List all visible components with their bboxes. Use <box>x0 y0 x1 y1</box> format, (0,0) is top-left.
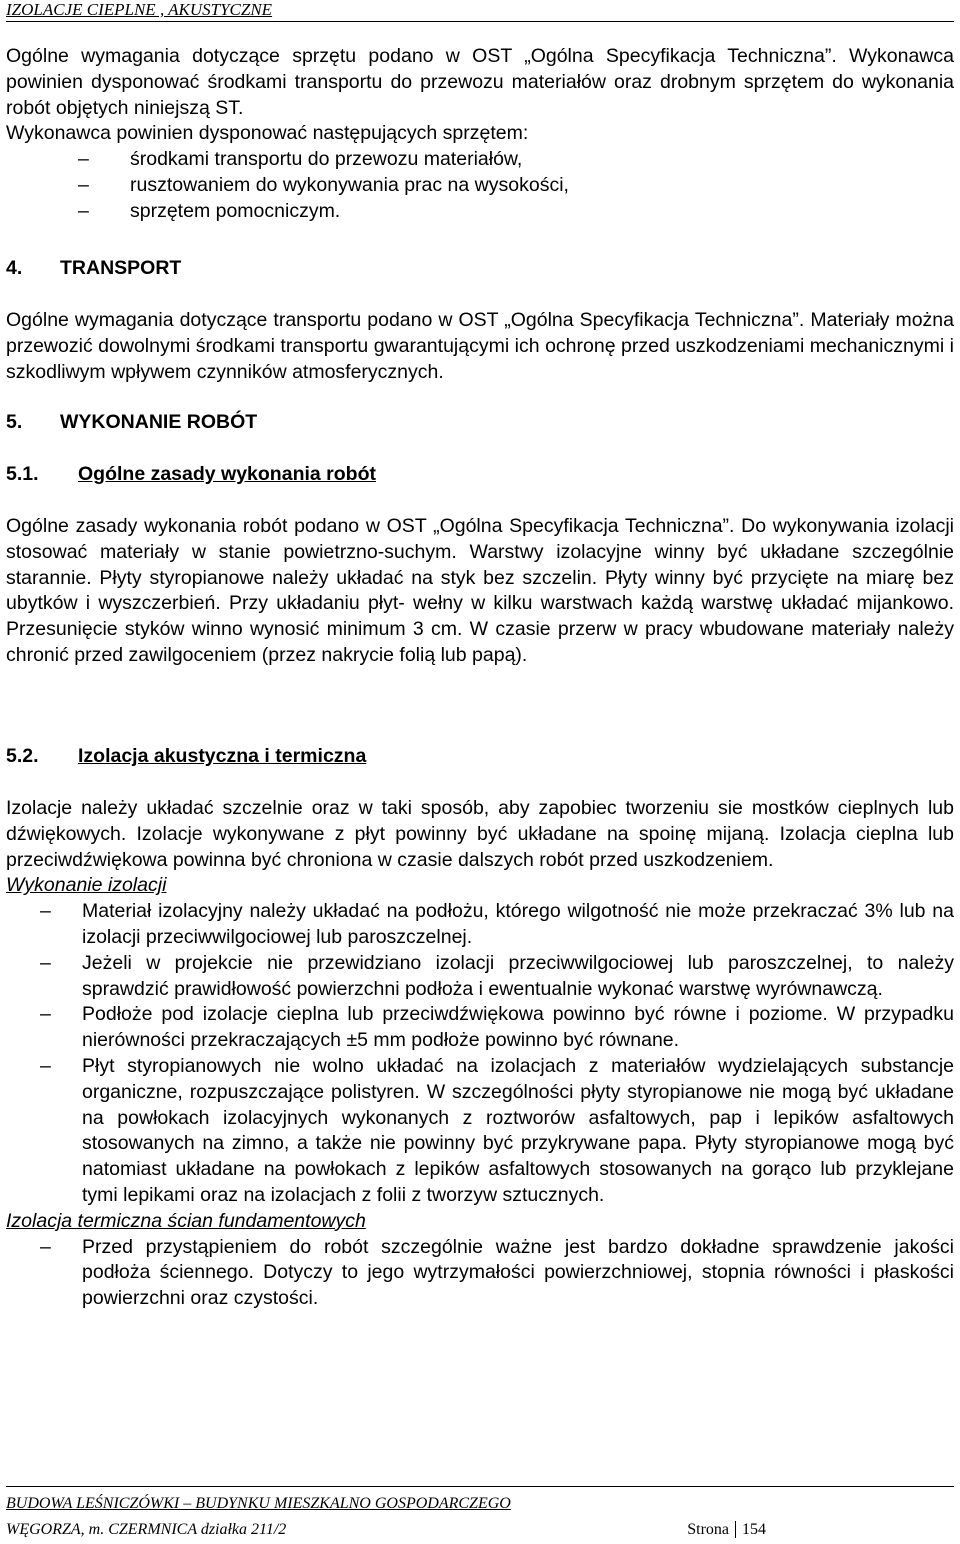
izolacja-paragraph: Izolacje należy układać szczelnie oraz w taki sposób, aby zapobiec tworzeniu sie mostków cieplnych lub dźwiękowych. Izolacje wykonywane z płyt powinny być układane na spoinę mijaną. Izolacja cieplna lub przeciwdźwiękowa powinna być chroniona w czasie dalszych robót przed uszkodzeniem. <box>6 797 954 871</box>
page-number: 154 <box>742 1521 766 1538</box>
wykonanie-list-item: – Podłoże pod izolacje cieplna lub przeciwdźwiękowa powinno być równe i poziome. W przypadku nierówności przekraczających ±5 mm podłoże powinno być równane. <box>40 1003 954 1052</box>
fundament-heading: Izolacja termiczna ścian fundamentowych <box>6 1209 366 1232</box>
page-indicator: Strona 154 <box>687 1521 766 1538</box>
section-heading-transport: 4. TRANSPORT <box>6 257 182 279</box>
section-heading-wykonanie: 5. WYKONANIE ROBÓT <box>6 411 258 433</box>
wykonanie-izolacji-heading: Wykonanie izolacji <box>6 874 167 897</box>
header-rule <box>6 21 954 22</box>
subsection-heading-izolacja: 5.2. Izolacja akustyczna i termiczna <box>6 745 367 767</box>
footer-rule <box>6 1486 954 1487</box>
equipment-list-item: – rusztowaniem do wykonywania prac na wysokości, <box>78 173 569 196</box>
wykonanie-list-item: – Płyt styropianowych nie wolno układać na izolacjach z materiałów wydzielających substancje organiczne, rozpuszczające polistyren. W szczególności płyty styropianowe nie mogą być układane na powłokach izolacyjnych wykonanych z roztworów asfaltowych, pap i lepików asfaltowych stosowanych na zimno, a także nie powinny być przykrywane papa. Płyty styropianowe mogą być natomiast układane na powłokach z lepików asfaltowych stosowanych na gorąco lub przyklejane tymi lepikami oraz na izolacjach z folii z tworzyw sztucznych. <box>40 1054 954 1206</box>
ogolne-zasady-section <box>6 514 954 669</box>
equipment-list-item: – środkami transportu do przewozu materiałów, <box>78 148 523 171</box>
footer-location-line: WĘGORZA, m. CZERMNICA działka 211/2 <box>6 1521 287 1538</box>
footer-project-line: BUDOWA LEŚNICZÓWKI – BUDYNKU MIESZKALNO GOSPODARCZEGO <box>6 1495 511 1512</box>
transport-paragraph: Ogólne wymagania dotyczące transportu podano w OST „Ogólna Specyfikacja Techniczna”. Materiały można przewozić dowolnymi środkami transportu gwarantującymi ich ochronę przed uszkodzeniami mechanicznymi i szkodliwym wpływem czynników atmosferycznych. <box>6 309 954 383</box>
equipment-list-intro: Wykonawca powinien dysponować następujących sprzętem: <box>6 122 529 145</box>
izolacja-section <box>6 796 954 1312</box>
ogolne-zasady-paragraph: Ogólne zasady wykonania robót podano w OST „Ogólna Specyfikacja Techniczna”. Do wykonywania izolacji stosować materiały w stanie powietrzno-suchym. Warstwy izolacyjne winny być układane szczególnie starannie. Płyty styropianowe należy układać na styk bez szczelin. Płyty winny być przycięte na miarę bez ubytków i wyszczerbień. Przy układaniu płyt- wełny w kilku warstwach każdą warstwę układać mijankowo. Przesunięcie styków winno wynosić minimum 3 cm. W czasie przerw w pracy wbudowane materiały należy chronić przed zawilgoceniem (przez nakrycie folią lub papą). <box>6 515 954 666</box>
document-footer <box>6 1491 766 1543</box>
wykonanie-list-item: – Materiał izolacyjny należy układać na podłożu, którego wilgotność nie może przekraczać 3% lub na izolacji przeciwwilgociowej lub paroszczelnej. <box>40 900 954 948</box>
transport-section <box>6 308 954 385</box>
document-header-title: IZOLACJE CIEPLNE , AKUSTYCZNE <box>6 0 273 19</box>
fundament-list-item: – Przed przystąpieniem do robót szczególnie ważne jest bardzo dokładne sprawdzenie jakości podłoża ściennego. Dotyczy to jego wytrzymałości powierzchniowej, stopnia równości i płaskości powierzchni oraz czystości. <box>40 1235 954 1310</box>
wykonanie-list-item: – Jeżeli w projekcie nie przewidziano izolacji przeciwwilgociowej lub paroszczelnej, to należy sprawdzić prawidłowość powierzchni podłoża i ewentualnie wykonać warstwę wyrównawczą. <box>40 951 954 1000</box>
equipment-list-item: – sprzętem pomocniczym. <box>78 199 341 222</box>
equipment-paragraph: Ogólne wymagania dotyczące sprzętu podano w OST „Ogólna Specyfikacja Techniczna”. Wykonawca powinien dysponować środkami transportu do przewozu materiałów oraz drobnym sprzętem do wykonania robót objętych niniejszą ST. <box>6 45 954 119</box>
equipment-section <box>6 44 954 225</box>
subsection-heading-ogolne-zasady: 5.1. Ogólne zasady wykonania robót <box>6 463 376 485</box>
